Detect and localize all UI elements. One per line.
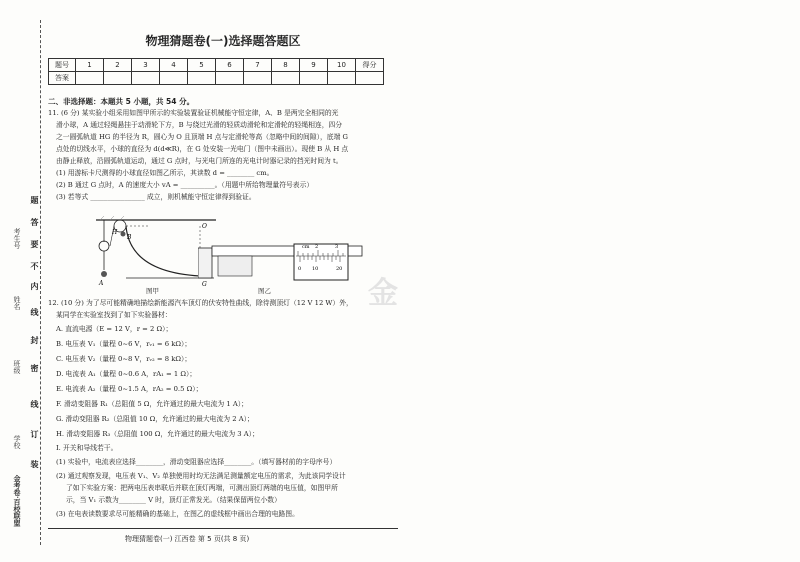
label-B: B: [127, 234, 132, 241]
table-cell: 答案: [49, 72, 76, 85]
candidate-no-label: 考生号: [13, 228, 21, 249]
main-tick: 2: [315, 244, 319, 250]
label-A: A: [99, 280, 104, 287]
cut-mark: 题: [30, 196, 40, 204]
table-row: [49, 72, 384, 85]
answer-cell[interactable]: [132, 72, 160, 85]
cut-mark: 装: [30, 460, 40, 468]
q12-line: 某同学在实验室找到了如下实验器材：: [56, 311, 172, 319]
q11-line: 滑小球，A 通过轻绳悬挂于动滑轮下方，B 与绕过光滑的轻质动滑轮和定滑轮的轻绳相连，四分: [56, 121, 343, 129]
table-cell: 8: [272, 59, 300, 72]
table-cell: 6: [216, 59, 244, 72]
answer-cell[interactable]: [272, 72, 300, 85]
q12-line: C. 电压表 V₂（量程 0~8 V，rᵥ₂ = 8 kΩ）；: [56, 355, 192, 363]
q12-line: F. 滑动变阻器 R₁（总阻值 5 Ω，允许通过的最大电流为 1 A）；: [56, 400, 248, 408]
answer-cell[interactable]: [76, 72, 104, 85]
q12-line: 12. (10 分) 为了尽可能精确地描绘新能源汽车顶灯的伏安特性曲线，除待测顶灯（12 V 12 W）外，: [48, 299, 353, 307]
fig-b-caption: 图乙: [258, 287, 271, 295]
q12-line: G. 滑动变阻器 R₂（总阻值 10 Ω，允许通过的最大电流为 2 A）；: [56, 415, 254, 423]
table-cell: 7: [244, 59, 272, 72]
answer-cell[interactable]: [104, 72, 132, 85]
name-label: 姓名: [13, 296, 21, 310]
school-label: 学校: [13, 435, 21, 449]
table-row: [49, 59, 384, 72]
table-cell: 题号: [49, 59, 76, 72]
cut-mark: 线: [30, 308, 40, 316]
vernier-tick: 20: [336, 266, 343, 272]
class-label: 班级: [13, 360, 21, 374]
q12-line: 了如下实验方案：把两电压表串联后并联在顶灯两端，可测出顶灯两端的电压值，如图甲所: [66, 484, 338, 492]
answer-table: [48, 58, 384, 85]
fig-a-caption: 图甲: [146, 287, 159, 295]
vernier-tick: 10: [312, 266, 319, 272]
q11-line: 之一圆弧轨道 HG 的半径为 R，圆心为 O 且顶端 H 点与定滑轮等高（忽略中间的间隙），底端 G: [56, 133, 348, 141]
cut-mark: 答: [30, 218, 40, 226]
label-G: G: [202, 281, 207, 288]
table-cell: 9: [300, 59, 328, 72]
cut-mark: 不: [30, 262, 40, 270]
q12-line: 示，当 V₁ 示数为________ V 时，顶灯正常发光。（结果保留两位小数）: [66, 496, 281, 504]
table-cell: 3: [132, 59, 160, 72]
watermark: 金: [368, 276, 398, 311]
q12-line: (1) 实验中，电流表应选择________，滑动变阻器应选择________。（填写器材前的字母序号）: [56, 458, 337, 466]
cut-mark: 密: [30, 364, 40, 372]
q11-line: 由静止释放，沿圆弧轨道运动，通过 G 点时，与光电门所连的光电计时器记录的挡光时间为 t。: [56, 157, 343, 165]
q12-line: A. 直流电源（E = 12 V，r = 2 Ω）；: [56, 325, 173, 333]
q12-line: B. 电压表 V₁（量程 0~6 V，rᵥ₁ = 6 kΩ）；: [56, 340, 192, 348]
page-footer: 物理猜题卷(一) 江西卷 第 5 页(共 8 页): [125, 535, 250, 543]
league-label: 金考卷·百校联盟: [13, 475, 22, 527]
answer-cell[interactable]: [188, 72, 216, 85]
table-cell: 得分: [356, 59, 384, 72]
table-cell: 2: [104, 59, 132, 72]
q11-line: 11. (6 分) 某实验小组采用如图甲所示的实验装置验证机械能守恒定律，A、B 是两完全相同的光: [48, 109, 339, 117]
label-O: O: [202, 223, 207, 230]
label-H: H: [112, 229, 118, 236]
q12-line: H. 滑动变阻器 R₃（总阻值 100 Ω，允许通过的最大电流为 3 A）；: [56, 430, 259, 438]
cut-mark: 线: [30, 400, 40, 408]
answer-cell[interactable]: [160, 72, 188, 85]
q11-line: (3) 若等式 ________________ 成立，则机械能守恒定律得到验证。: [56, 193, 256, 201]
table-cell: 10: [328, 59, 356, 72]
q12-line: D. 电流表 A₁（量程 0~0.6 A，rA₁ = 1 Ω）；: [56, 370, 197, 378]
answer-cell[interactable]: [244, 72, 272, 85]
main-content: [48, 0, 398, 562]
binding-margin: [0, 0, 44, 562]
cut-mark: 要: [30, 240, 40, 248]
q12-line: I. 开关和导线若干。: [56, 444, 118, 452]
score-cell[interactable]: [356, 72, 384, 85]
table-cell: 4: [160, 59, 188, 72]
q11-line: (1) 用游标卡尺测得的小球直径如图乙所示，其读数 d = ________ cm。: [56, 169, 274, 177]
table-cell: 5: [188, 59, 216, 72]
page-title: 物理猜题卷(一)选择题答题区: [145, 34, 301, 48]
answer-cell[interactable]: [328, 72, 356, 85]
cut-mark: 封: [30, 336, 40, 344]
cut-mark: 内: [30, 282, 40, 290]
section-heading: 二、非选择题：本题共 5 小题，共 54 分。: [48, 97, 195, 106]
q11-line: 点处的切线水平，小球的直径为 d(d≪R)，在 G 处安装一光电门（图中未画出）。现使 B 从 H 点: [56, 145, 349, 153]
answer-cell[interactable]: [216, 72, 244, 85]
footer-rule: [48, 528, 398, 529]
answer-cell[interactable]: [300, 72, 328, 85]
cut-mark: 订: [30, 430, 40, 438]
q12-line: E. 电流表 A₂（量程 0~1.5 A，rA₂ = 0.5 Ω）；: [56, 385, 203, 393]
q12-line: (2) 通过观察发现，电压表 V₁、V₂ 单独使用时均无法满足测量额定电压的需求，为此该同学设计: [56, 472, 346, 480]
q12-line: (3) 在电表读数要求尽可能精确的基础上，在图乙的虚线框中画出合理的电路图。: [56, 510, 299, 518]
main-unit: cm: [302, 244, 310, 250]
vernier-tick: 0: [298, 266, 302, 272]
main-tick: 3: [335, 244, 339, 250]
table-cell: 1: [76, 59, 104, 72]
q11-line: (2) B 通过 G 点时，A 的速度大小 vA = __________。（用题中所给物理量符号表示）: [56, 181, 314, 189]
